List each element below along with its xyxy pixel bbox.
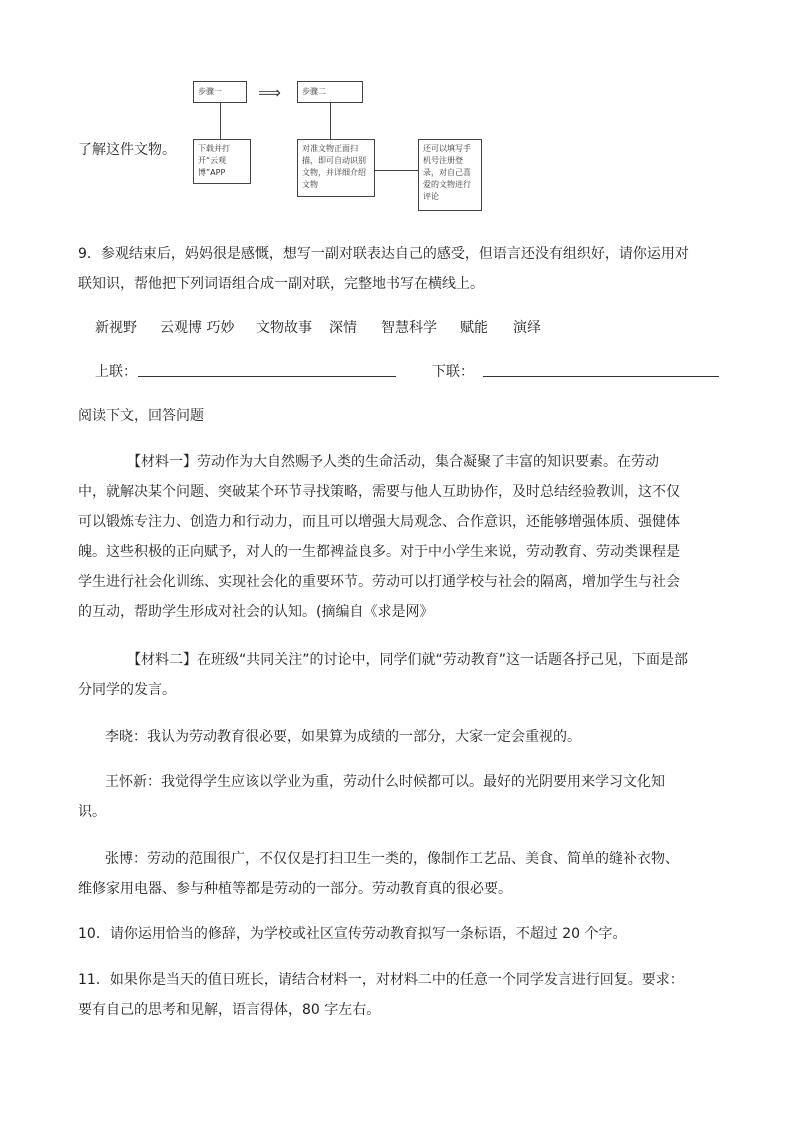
flow-box-download: 下载并打开“云观博”APP (193, 139, 251, 184)
upper-couplet-label: 上联： (95, 364, 137, 380)
lower-couplet-answer-line[interactable] (483, 376, 719, 377)
flow-step1-label: 步骤一 (198, 87, 222, 96)
material1-line: 魄。这些积极的正向赋予，对人的一生都裨益良多。对于中小学生来说，劳动教育、劳动类课程是 (78, 544, 680, 560)
flow-step2-box (297, 81, 363, 103)
q9-line2: 联知识，帮他把下列词语组合成一副对联，完整地书写在横线上。 (78, 276, 484, 292)
material2-line: 【材料二】在班级“共同关注”的讨论中，同学们就“劳动教育”这一话题各抒己见，下面是部 (127, 652, 689, 668)
flow-step1-box (193, 81, 247, 103)
word-item: 新视野 (95, 320, 137, 336)
lower-couplet-label: 下联： (432, 364, 474, 380)
speaker-wanghuaixin-cont: 识。 (78, 804, 106, 820)
word-item: 智慧科学 (381, 320, 437, 336)
material2-line: 分同学的发言。 (78, 682, 176, 698)
material1-line: 中，就解决某个问题、突破某个环节寻找策略，需要与他人互助协作，及时总结经验教训，这不仅 (78, 484, 680, 500)
q11-line1: 11．如果你是当天的值日班长，请结合材料一，对材料二中的任意一个同学发言进行回复。要求： (78, 972, 684, 988)
material1-line: 【材料一】劳动作为大自然赐予人类的生命活动，集合凝聚了丰富的知识要素。在劳动 (127, 454, 659, 470)
speaker-wanghuaixin: 王怀新：我觉得学生应该以学业为重，劳动什么时候都可以。最好的光阴要用来学习文化知 (105, 774, 665, 790)
reading-prompt: 阅读下文，回答问题 (78, 408, 204, 424)
speaker-zhangbo-cont: 维修家用电器、参与种植等都是劳动的一部分。劳动教育真的很必要。 (78, 881, 512, 897)
q10-text: 10．请你运用恰当的修辞，为学校或社区宣传劳动教育拟写一条标语，不超过 20 个字。 (78, 926, 627, 942)
word-item: 演绎 (513, 320, 541, 336)
material1-line: 学生进行社会化训练、实现社会化的重要环节。劳动可以打通学校与社会的隔离，增加学生与社会 (78, 574, 680, 590)
q9-line1: 9．参观结束后，妈妈很是感慨，想写一副对联表达自己的感受，但语言还没有组织好，请你运用对 (78, 246, 689, 262)
flow-step2-label: 步骤二 (302, 87, 326, 96)
intro-tail-text: 了解这件文物。 (78, 142, 176, 158)
connector-line (330, 103, 331, 139)
connector-line (220, 103, 221, 139)
word-item: 深情 (329, 320, 357, 336)
arrow-right-icon: ⟹ (258, 83, 281, 102)
material1-line: 的互动，帮助学生形成对社会的认知。(摘编自《求是网》 (78, 604, 434, 620)
word-item: 赋能 (460, 320, 488, 336)
flow-box-scan: 对准文物正面扫描，即可自动识别文物，并详细介绍文物 (297, 139, 375, 197)
connector-line (375, 170, 418, 171)
material1-line: 可以锻炼专注力、创造力和行动力，而且可以增强大局观念、合作意识，还能够增强体质、强健体 (78, 514, 680, 530)
word-item: 云观博 巧妙 (160, 320, 235, 336)
speaker-lixiao: 李晓：我认为劳动教育很必要，如果算为成绩的一部分，大家一定会重视的。 (105, 729, 581, 745)
flow-box-register: 还可以填写手机号注册登录，对自己喜爱的文物进行评论 (418, 139, 482, 211)
speaker-zhangbo: 张博：劳动的范围很广，不仅仅是打扫卫生一类的，像制作工艺品、美食、简单的缝补衣物、 (105, 851, 679, 867)
upper-couplet-answer-line[interactable] (138, 376, 396, 377)
word-item: 文物故事 (256, 320, 312, 336)
q11-line2: 要有自己的思考和见解，语言得体，80 字左右。 (78, 1002, 381, 1018)
